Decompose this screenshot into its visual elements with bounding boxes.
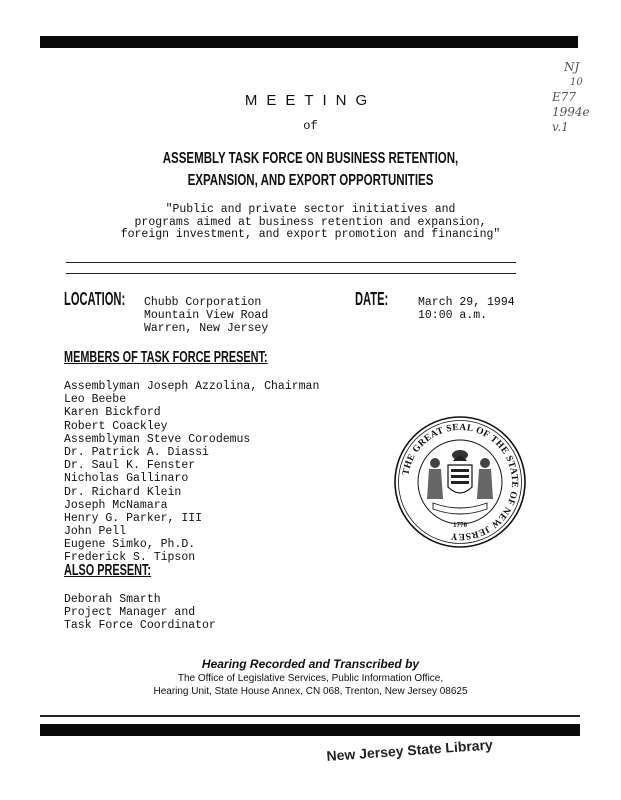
footer-thin-rule (40, 715, 580, 717)
also-present-label: ALSO PRESENT: (64, 562, 152, 579)
divider-rule (66, 262, 516, 263)
state-seal-image (393, 415, 527, 549)
library-stamp: New Jersey State Library (326, 736, 494, 764)
top-rule (40, 36, 578, 48)
date-value: March 29, 1994 10:00 a.m. (418, 296, 515, 323)
call-number-line: 1994e (552, 105, 590, 119)
bottom-rule (40, 724, 580, 736)
list-item: Dr. Richard Klein (64, 485, 182, 499)
list-item: Assemblyman Steve Corodemus (64, 432, 251, 446)
also-present-list: Deborah Smarth Project Manager and Task Force Coordinator (64, 593, 216, 633)
footer-line: Hearing Unit, State House Annex, CN 068, Trenton, New Jersey 08625 (153, 686, 468, 697)
list-item: Karen Bickford (64, 406, 161, 420)
list-item: Robert Coackley (64, 419, 168, 433)
call-number-line: v.1 (552, 120, 569, 134)
location-label: LOCATION: (64, 289, 126, 309)
call-number-line: NJ (564, 60, 580, 74)
list-item: Joseph McNamara (64, 498, 168, 512)
list-item: Leo Beebe (64, 393, 127, 407)
of-label: of (303, 119, 318, 133)
list-item: John Pell (64, 525, 127, 539)
meeting-title: MEETING (244, 92, 377, 109)
list-item: Frederick S. Tipson (64, 551, 196, 565)
list-item: Assemblyman Joseph Azzolina, Chairman (64, 380, 320, 393)
list-item: Dr. Saul K. Fenster (64, 459, 196, 473)
location-value: Chubb Corporation Mountain View Road Warren, New Jersey (144, 296, 269, 336)
meeting-description: "Public and private sector initiatives and programs aimed at business retention and expansion, foreign investment, and export promotion and financing" (120, 203, 501, 241)
date-label: DATE: (355, 289, 389, 309)
list-item: Eugene Simko, Ph.D. (64, 538, 196, 552)
call-number-line: E77 (552, 90, 577, 104)
seal-year: 1776 (453, 521, 467, 529)
footer-block (0, 657, 621, 698)
list-item: Dr. Patrick A. Diassi (64, 445, 209, 459)
members-list (64, 380, 319, 565)
footer-line: The Office of Legislative Services, Public Information Office, (177, 673, 444, 684)
list-item: Nicholas Gallinaro (64, 472, 189, 486)
seal-text: THE GREAT SEAL OF THE STATE OF NEW JERSEY (401, 422, 520, 542)
divider-rule (66, 273, 516, 274)
task-force-title: ASSEMBLY TASK FORCE ON BUSINESS RETENTION, EXPANSION, AND EXPORT OPPORTUNITIES (162, 150, 459, 189)
footer-title: Hearing Recorded and Transcribed by (201, 657, 420, 671)
list-item: Henry G. Parker, III (64, 511, 203, 525)
members-label: MEMBERS OF TASK FORCE PRESENT: (64, 349, 268, 366)
call-number-line: 10 (570, 77, 583, 88)
